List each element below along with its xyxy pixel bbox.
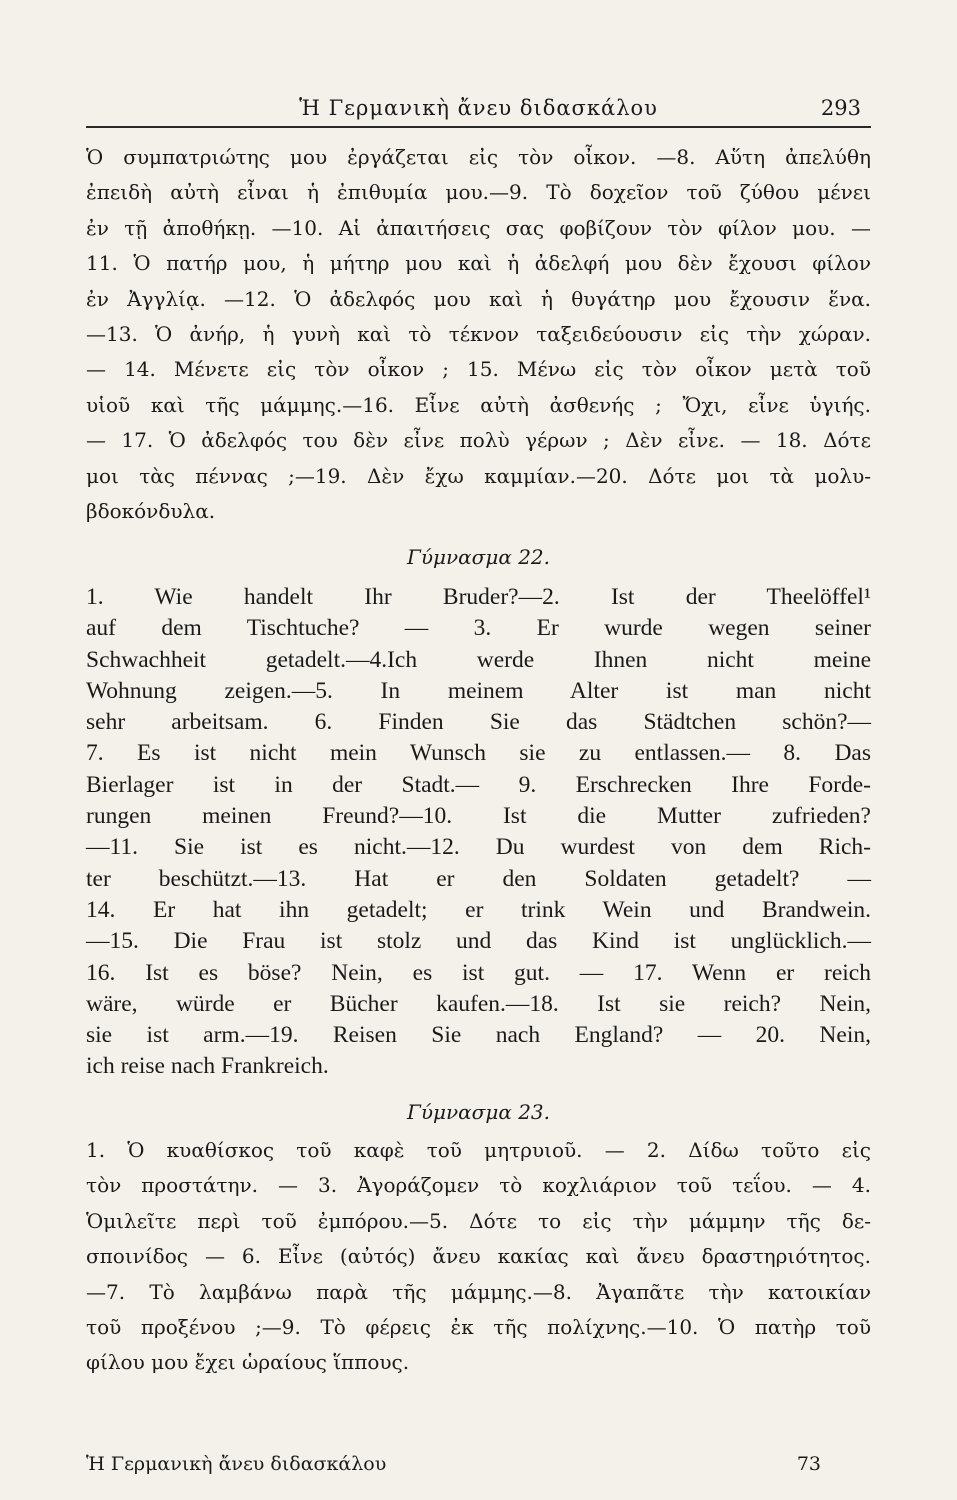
- running-title: Ἡ Γερμανικὴ ἄνευ διδασκάλου: [299, 96, 658, 120]
- text-line: 16. Ist es böse? Nein, es ist gut. — 17. Wenn er reich: [86, 959, 871, 986]
- text-line: wäre, würde er Bücher kaufen.—18. Ist sie reich? Nein,: [86, 990, 871, 1017]
- text-line: τὸν προστάτην. — 3. Ἀγοράζομεν τὸ κοχλιάριον τοῦ τεΐου. — 4.: [86, 1173, 871, 1198]
- text-line: —15. Die Frau ist stolz und das Kind ist unglücklich.—: [86, 928, 871, 955]
- text-line: βδοκόνδυλα.: [86, 499, 216, 524]
- text-line: 1. Wie handelt Ihr Bruder?—2. Ist der Theelöffel¹: [86, 584, 871, 610]
- text-line: 14. Er hat ihn getadelt; er trink Wein und Brandwein.: [86, 896, 871, 923]
- text-line: υἱοῦ καὶ τῆς μάμμης.—16. Εἶνε αὐτὴ ἀσθενής ; Ὄχι, εἶνε ὑγιής.: [86, 392, 871, 417]
- header-rule: [86, 126, 871, 128]
- text-line: Ὁ συμπατριώτης μου ἐργάζεται εἰς τὸν οἶκον. —8. Αὕτη ἀπελύθη: [86, 145, 871, 169]
- greek-translation-text: [86, 140, 871, 529]
- exercise-22-heading: Γύμνασμα 22.: [406, 545, 551, 569]
- text-line: rungen meinen Freund?—10. Ist die Mutter zufrieden?: [86, 803, 871, 830]
- page-header: [86, 96, 871, 126]
- page-footer: [86, 1453, 871, 1479]
- text-line: 11. Ὁ πατήρ μου, ἡ μήτηρ μου καὶ ἡ ἀδελφή μου δὲν ἔχουσι φίλον: [86, 251, 871, 276]
- text-line: σποινίδος — 6. Εἶνε (αὐτός) ἄνευ κακίας καὶ ἄνευ δραστηριότητος.: [86, 1244, 871, 1269]
- text-line: — 17. Ὁ ἀδελφός του δὲν εἶνε πολὺ γέρων ; Δὲν εἶνε. — 18. Δότε: [86, 428, 871, 453]
- text-line: —11. Sie ist es nicht.—12. Du wurdest von dem Rich-: [86, 834, 871, 861]
- text-line: φίλου μου ἔχει ὡραίους ἵππους.: [86, 1350, 410, 1375]
- text-line: 7. Es ist nicht mein Wunsch sie zu entlassen.— 8. Das: [86, 740, 871, 767]
- text-line: ἐν τῇ ἀποθήκῃ. —10. Αἱ ἀπαιτήσεις σας φοβίζουν τὸν φίλον μου. —: [86, 215, 871, 240]
- text-line: sehr arbeitsam. 6. Finden Sie das Städtchen schön?—: [86, 709, 871, 736]
- page-number: 293: [820, 96, 861, 120]
- text-line: ἐν Ἀγγλίᾳ. —12. Ὁ ἀδελφός μου καὶ ἡ θυγάτηρ μου ἔχουσιν ἕνα.: [86, 286, 871, 311]
- signature-mark: Ἡ Γερμανικὴ ἄνευ διδασκάλου: [86, 1453, 387, 1475]
- exercise-23-heading: Γύμνασμα 23.: [406, 1100, 551, 1124]
- text-line: ich reise nach Frankreich.: [86, 1053, 329, 1080]
- text-line: 1. Ὁ κυαθίσκος τοῦ καφὲ τοῦ μητρυιοῦ. — 2. Δίδω τοῦτο εἰς: [86, 1138, 871, 1162]
- text-line: — 14. Μένετε εἰς τὸν οἶκον ; 15. Μένω εἰς τὸν οἶκον μετὰ τοῦ: [86, 357, 871, 382]
- text-line: Wohnung zeigen.—5. In meinem Alter ist man nicht: [86, 677, 871, 704]
- signature-number: 73: [796, 1453, 821, 1475]
- text-line: τοῦ προξένου ;—9. Τὸ φέρεις ἐκ τῆς πολίχνης.—10. Ὁ πατὴρ τοῦ: [86, 1315, 871, 1340]
- exercise-23-text: [86, 1133, 871, 1381]
- text-line: Ὁμιλεῖτε περὶ τοῦ ἐμπόρου.—5. Δότε το εἰς τὴν μάμμην τῆς δε-: [86, 1208, 871, 1233]
- text-line: sie ist arm.—19. Reisen Sie nach England? — 20. Nein,: [86, 1022, 871, 1049]
- text-line: Schwachheit getadelt.—4.Ich werde Ihnen nicht meine: [86, 646, 871, 673]
- text-line: —7. Τὸ λαμβάνω παρὰ τῆς μάμμης.—8. Ἀγαπᾶτε τὴν κατοικίαν: [86, 1279, 871, 1304]
- text-line: auf dem Tischtuche? — 3. Er wurde wegen seiner: [86, 615, 871, 642]
- text-line: ἐπειδὴ αὐτὴ εἶναι ἡ ἐπιθυμία μου.—9. Τὸ δοχεῖον τοῦ ζύθου μένει: [86, 180, 871, 205]
- text-line: μοι τὰς πέννας ;—19. Δὲν ἔχω καμμίαν.—20. Δότε μοι τὰ μολυ-: [86, 463, 871, 488]
- text-line: ter beschützt.—13. Hat er den Soldaten getadelt? —: [86, 865, 871, 892]
- exercise-22-text: [86, 582, 871, 1083]
- text-line: Bierlager ist in der Stadt.— 9. Erschrecken Ihre Forde-: [86, 771, 871, 798]
- text-line: —13. Ὁ ἀνήρ, ἡ γυνὴ καὶ τὸ τέκνον ταξειδεύουσιν εἰς τὴν χώραν.: [86, 322, 871, 347]
